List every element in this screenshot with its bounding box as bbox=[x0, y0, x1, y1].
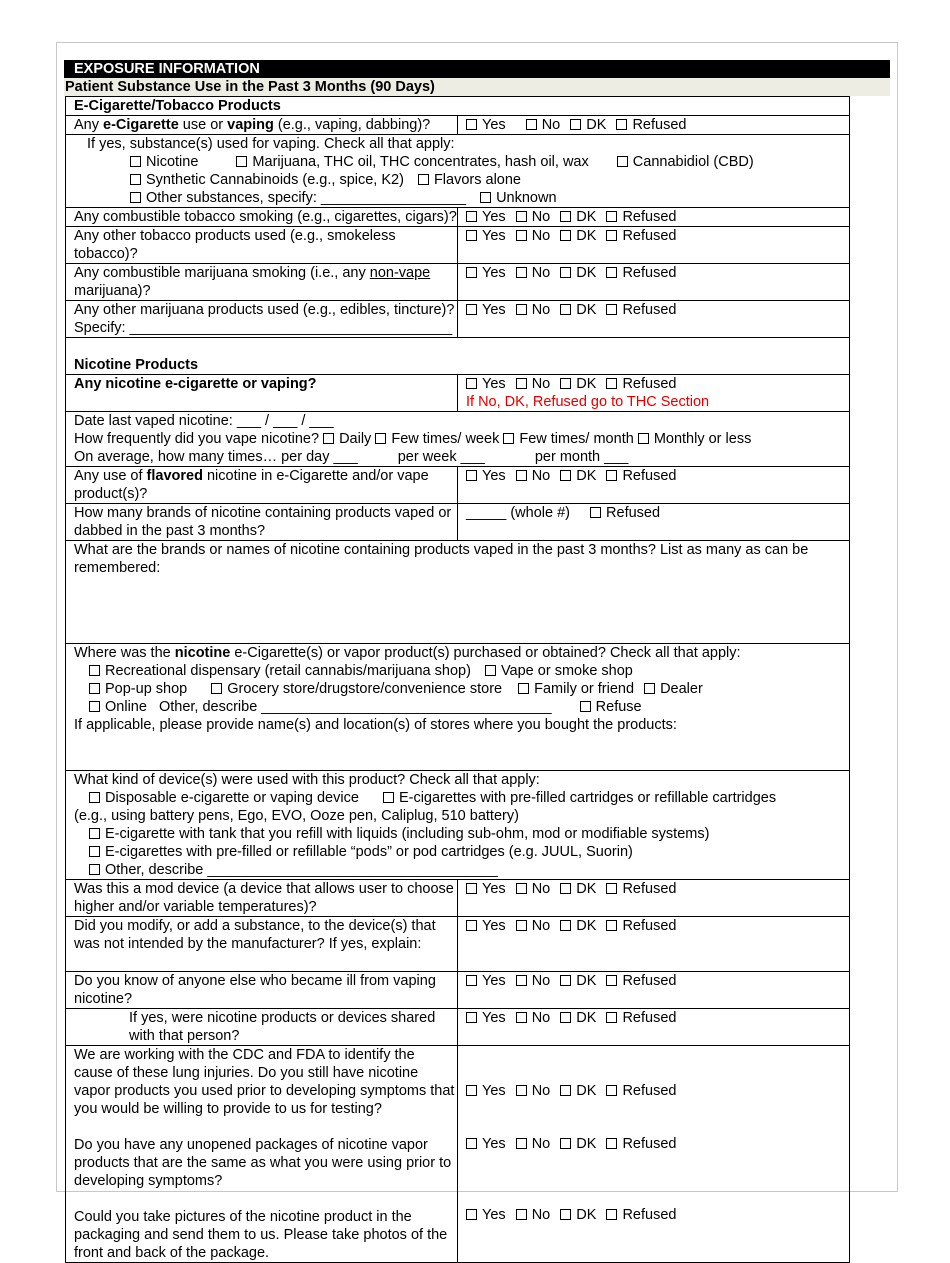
yes-checkbox[interactable] bbox=[466, 230, 477, 241]
answer-group: Yes No DK Refused If No, DK, Refused go to THC Section bbox=[458, 375, 850, 412]
other-substance-label: Other substances, specify: __________________ bbox=[146, 190, 467, 206]
dk-checkbox[interactable] bbox=[560, 267, 571, 278]
table-row bbox=[66, 264, 850, 301]
answer-group: Yes No DK Refused bbox=[458, 1009, 850, 1046]
answer-group: Yes No DK Refused bbox=[458, 208, 850, 227]
substances-cell bbox=[66, 135, 850, 208]
other-marijuana-question: Any other marijuana products used (e.g., edibles, tincture)? Specify: ________________________________________ bbox=[66, 301, 458, 338]
refused-checkbox[interactable] bbox=[606, 378, 617, 389]
answer-group: Yes No DK Refused bbox=[458, 972, 850, 1009]
answer-group: _____ (whole #) Refused bbox=[458, 504, 850, 541]
refuse-checkbox[interactable] bbox=[580, 701, 591, 712]
other-tobacco-question: Any other tobacco products used (e.g., smokeless tobacco)? bbox=[66, 227, 458, 264]
nicotine-checkbox[interactable] bbox=[130, 156, 141, 167]
refused-checkbox[interactable] bbox=[606, 304, 617, 315]
dk-checkbox[interactable] bbox=[570, 119, 581, 130]
table-row bbox=[66, 541, 850, 644]
substance-table bbox=[65, 96, 850, 1263]
rec-dispensary-checkbox[interactable] bbox=[89, 665, 100, 676]
brands-names-question: What are the brands or names of nicotine containing products vaped in the past 3 months? List as many as can be remembered: bbox=[74, 542, 809, 576]
table-row bbox=[66, 116, 850, 135]
yes-checkbox[interactable] bbox=[466, 1138, 477, 1149]
date-last-vaped[interactable]: Date last vaped nicotine: ___ / ___ / ___ bbox=[74, 413, 334, 429]
table-row bbox=[66, 1009, 850, 1046]
table-row bbox=[66, 208, 850, 227]
refused-checkbox[interactable] bbox=[606, 230, 617, 241]
dk-checkbox[interactable] bbox=[560, 975, 571, 986]
table-row bbox=[66, 135, 850, 208]
tank-checkbox[interactable] bbox=[89, 828, 100, 839]
answer-group: Yes No DK Refused bbox=[458, 880, 850, 917]
mod-question: Was this a mod device (a device that allows user to choose higher and/or variable temperatures)? bbox=[66, 880, 458, 917]
refused-checkbox[interactable] bbox=[616, 119, 627, 130]
where-question: Where was the nicotine e-Cigarette(s) or vapor product(s) purchased or obtained? Check all that apply: bbox=[74, 645, 741, 661]
refused-checkbox[interactable] bbox=[606, 883, 617, 894]
dk-checkbox[interactable] bbox=[560, 1138, 571, 1149]
table-row bbox=[66, 375, 850, 412]
frequency-question: How frequently did you vape nicotine? bbox=[74, 431, 320, 447]
table-row bbox=[66, 338, 850, 375]
no-checkbox[interactable] bbox=[516, 211, 527, 222]
dk-checkbox[interactable] bbox=[560, 378, 571, 389]
dk-checkbox[interactable] bbox=[560, 230, 571, 241]
yes-checkbox[interactable] bbox=[466, 304, 477, 315]
daily-checkbox[interactable] bbox=[323, 433, 334, 444]
yes-checkbox[interactable] bbox=[466, 1085, 477, 1096]
table-row bbox=[66, 412, 850, 467]
unopened-question: Do you have any unopened packages of nicotine vapor products that are the same as what you were using prior to developing symptoms? bbox=[74, 1137, 452, 1189]
refused-checkbox[interactable] bbox=[606, 975, 617, 986]
few-month-checkbox[interactable] bbox=[503, 433, 514, 444]
cbd-label: Cannabidiol (CBD) bbox=[632, 154, 754, 170]
dk-checkbox[interactable] bbox=[560, 1209, 571, 1220]
no-checkbox[interactable] bbox=[516, 230, 527, 241]
substances-intro: If yes, substance(s) used for vaping. Check all that apply: bbox=[87, 136, 455, 152]
online-checkbox[interactable] bbox=[89, 701, 100, 712]
cdc-question: We are working with the CDC and FDA to identify the cause of these lung injuries. Do you still have nicotine vapor products you used prior to developing symptoms that you would be willing to provide to us for testing? bbox=[74, 1047, 455, 1117]
ecig-any-question: Any e-Cigarette use or vaping (e.g., vaping, dabbing)? bbox=[66, 116, 458, 135]
brands-count-field[interactable]: _____ (whole #) bbox=[466, 505, 570, 521]
yes-checkbox[interactable] bbox=[466, 470, 477, 481]
synthetic-label: Synthetic Cannabinoids (e.g., spice, K2) bbox=[146, 172, 404, 188]
brands-names-cell[interactable] bbox=[66, 541, 850, 644]
refused-checkbox[interactable] bbox=[606, 1085, 617, 1096]
answer-group: Yes No DK Refused bbox=[466, 1135, 849, 1153]
no-checkbox[interactable] bbox=[516, 1012, 527, 1023]
answer-group: Yes No DK Refused bbox=[458, 264, 850, 301]
table-row bbox=[66, 880, 850, 917]
table-row bbox=[66, 227, 850, 264]
yes-checkbox[interactable] bbox=[466, 378, 477, 389]
no-checkbox[interactable] bbox=[516, 470, 527, 481]
refused-checkbox[interactable] bbox=[606, 1209, 617, 1220]
pictures-question: Could you take pictures of the nicotine product in the packaging and send them to us. Please take photos of the front and back of the package. bbox=[74, 1209, 448, 1261]
refused-checkbox[interactable] bbox=[606, 211, 617, 222]
yes-checkbox[interactable] bbox=[466, 883, 477, 894]
modify-question: Did you modify, or add a substance, to the device(s) that was not intended by the manufacturer? If yes, explain: bbox=[66, 917, 458, 972]
other-device-checkbox[interactable] bbox=[89, 864, 100, 875]
table-row bbox=[66, 972, 850, 1009]
avg-per-month[interactable]: per month ___ bbox=[534, 449, 629, 465]
yes-checkbox[interactable] bbox=[466, 211, 477, 222]
table-row bbox=[66, 467, 850, 504]
flavors-label: Flavors alone bbox=[433, 172, 521, 188]
yes-checkbox[interactable] bbox=[466, 1012, 477, 1023]
unknown-checkbox[interactable] bbox=[480, 192, 491, 203]
disposable-checkbox[interactable] bbox=[89, 792, 100, 803]
yes-checkbox[interactable] bbox=[466, 267, 477, 278]
table-row bbox=[66, 644, 850, 771]
few-week-checkbox[interactable] bbox=[375, 433, 386, 444]
device-question: What kind of device(s) were used with this product? Check all that apply: bbox=[74, 772, 540, 788]
answer-group: Yes No DK Refused bbox=[458, 917, 850, 972]
exposure-form bbox=[64, 60, 890, 1263]
anyone-ill-question: Do you know of anyone else who became ill from vaping nicotine? bbox=[66, 972, 458, 1009]
marijuana-question: Any combustible marijuana smoking (i.e., any non-vape marijuana)? bbox=[66, 264, 458, 301]
answer-group: Yes No DK Refused bbox=[458, 116, 850, 135]
table-row bbox=[66, 97, 850, 116]
dk-checkbox[interactable] bbox=[560, 1085, 571, 1096]
yes-checkbox[interactable] bbox=[466, 119, 477, 130]
skip-note: If No, DK, Refused go to THC Section bbox=[466, 394, 710, 410]
monthly-less-checkbox[interactable] bbox=[638, 433, 649, 444]
refused-checkbox[interactable] bbox=[606, 470, 617, 481]
answer-group: Yes No DK Refused bbox=[458, 227, 850, 264]
table-row bbox=[66, 504, 850, 541]
no-checkbox[interactable] bbox=[516, 267, 527, 278]
yes-checkbox[interactable] bbox=[466, 920, 477, 931]
flavored-question: Any use of flavored nicotine in e-Cigarette and/or vape product(s)? bbox=[66, 467, 458, 504]
stores-question: If applicable, please provide name(s) and location(s) of stores where you bought the products: bbox=[74, 717, 677, 733]
answer-group: Yes No DK Refused bbox=[466, 1206, 849, 1224]
yes-checkbox[interactable] bbox=[466, 1209, 477, 1220]
answer-group: Yes No DK Refused bbox=[466, 1082, 849, 1100]
flavors-checkbox[interactable] bbox=[418, 174, 429, 185]
other-substance-checkbox[interactable] bbox=[130, 192, 141, 203]
nicotine-any-question: Any nicotine e-cigarette or vaping? bbox=[66, 375, 458, 412]
grocery-checkbox[interactable] bbox=[211, 683, 222, 694]
device-cell: What kind of device(s) were used with this product? Check all that apply: Disposable e-cigarette or vaping device E-cigarettes with pre-filled cartridges or refillable cartridges (e.g., using battery pens, Ego, EVO, Ooze pen, Caliplug, 510 battery) E-cigarette with tank that you refill with liquids (including sub-ohm, mod or modifiable systems) E-cigarettes with pre-filled or refillable “pods” or pod cartridges (e.g. JUUL, Suorin) Other, describe ____________________________________ bbox=[66, 771, 850, 880]
prefilled-checkbox[interactable] bbox=[383, 792, 394, 803]
no-checkbox[interactable] bbox=[516, 378, 527, 389]
refused-checkbox[interactable] bbox=[606, 1138, 617, 1149]
popup-checkbox[interactable] bbox=[89, 683, 100, 694]
vape-shop-checkbox[interactable] bbox=[485, 665, 496, 676]
section-subheader: Patient Substance Use in the Past 3 Months (90 Days) bbox=[64, 78, 890, 96]
yes-checkbox[interactable] bbox=[466, 975, 477, 986]
dk-checkbox[interactable] bbox=[560, 470, 571, 481]
prefilled-examples: (e.g., using battery pens, Ego, EVO, Ooze pen, Caliplug, 510 battery) bbox=[74, 808, 519, 824]
nicotine-label: Nicotine bbox=[146, 154, 199, 170]
dealer-checkbox[interactable] bbox=[644, 683, 655, 694]
table-row bbox=[66, 771, 850, 880]
no-checkbox[interactable] bbox=[516, 1138, 527, 1149]
brands-count-question: How many brands of nicotine containing products vaped or dabbed in the past 3 months? bbox=[66, 504, 458, 541]
unknown-label: Unknown bbox=[496, 190, 557, 206]
answer-group: Yes No DK Refused bbox=[458, 467, 850, 504]
nicotine-heading: Nicotine Products bbox=[66, 338, 850, 375]
cbd-checkbox[interactable] bbox=[617, 156, 628, 167]
family-checkbox[interactable] bbox=[518, 683, 529, 694]
no-checkbox[interactable] bbox=[516, 975, 527, 986]
refused-checkbox[interactable] bbox=[606, 1012, 617, 1023]
other-describe-field[interactable]: Other, describe ____________________________________ bbox=[158, 699, 552, 715]
marijuana-label: Marijuana, THC oil, THC concentrates, hash oil, wax bbox=[252, 154, 589, 170]
where-obtained-cell: Where was the nicotine e-Cigarette(s) or vapor product(s) purchased or obtained? Check all that apply: Recreational dispensary (retail cannabis/marijuana shop) Vape or smoke shop Pop-up shop Grocery store/drugstore/convenience store Family or friend Dealer Online Other, describe ____________________________________ Refuse If applicable, please provide name(s) and location(s) of stores where you bought the products: bbox=[66, 644, 850, 771]
dk-checkbox[interactable] bbox=[560, 920, 571, 931]
ecig-heading: E-Cigarette/Tobacco Products bbox=[66, 97, 850, 116]
synthetic-checkbox[interactable] bbox=[130, 174, 141, 185]
no-checkbox[interactable] bbox=[516, 1085, 527, 1096]
refused-checkbox[interactable] bbox=[590, 507, 601, 518]
shared-question: If yes, were nicotine products or devices shared with that person? bbox=[66, 1009, 458, 1046]
dk-checkbox[interactable] bbox=[560, 1012, 571, 1023]
dk-checkbox[interactable] bbox=[560, 883, 571, 894]
specify-field[interactable]: Specify: ________________________________________ bbox=[74, 320, 453, 336]
no-checkbox[interactable] bbox=[516, 304, 527, 315]
dk-checkbox[interactable] bbox=[560, 304, 571, 315]
tobacco-question: Any combustible tobacco smoking (e.g., cigarettes, cigars)? bbox=[66, 208, 458, 227]
table-row bbox=[66, 301, 850, 338]
frequency-cell: Date last vaped nicotine: ___ / ___ / ___ How frequently did you vape nicotine? Daily Few times/ week Few times/ month Monthly or less On average, how many times… per day ___ per week ___ per month ___ bbox=[66, 412, 850, 467]
avg-per-day[interactable]: On average, how many times… per day ___ bbox=[74, 449, 358, 465]
dk-checkbox[interactable] bbox=[560, 211, 571, 222]
answer-group: Yes No DK Refused bbox=[458, 301, 850, 338]
refused-checkbox[interactable] bbox=[606, 920, 617, 931]
marijuana-checkbox[interactable] bbox=[236, 156, 247, 167]
table-row bbox=[66, 917, 850, 972]
section-header: EXPOSURE INFORMATION bbox=[64, 60, 890, 78]
no-checkbox[interactable] bbox=[516, 920, 527, 931]
refused-checkbox[interactable] bbox=[606, 267, 617, 278]
no-checkbox[interactable] bbox=[526, 119, 537, 130]
avg-per-week[interactable]: per week ___ bbox=[397, 449, 485, 465]
pods-checkbox[interactable] bbox=[89, 846, 100, 857]
no-checkbox[interactable] bbox=[516, 1209, 527, 1220]
no-checkbox[interactable] bbox=[516, 883, 527, 894]
